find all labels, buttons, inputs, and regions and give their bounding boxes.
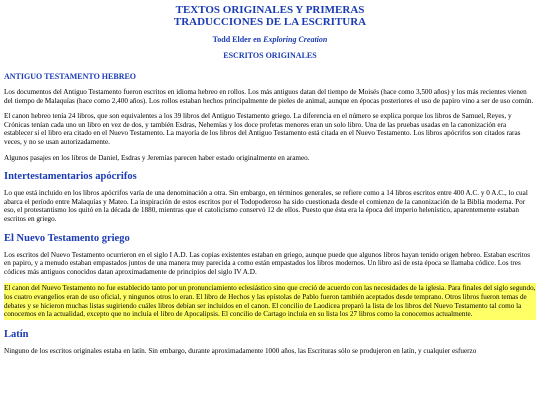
heading-greek-nt: El Nuevo Testamento griego <box>4 232 130 244</box>
document-subtitle: ESCRITOS ORIGINALES <box>223 51 317 60</box>
author-byline <box>4 35 536 45</box>
paragraph-hebrew-3: Algunos pasajes en los libros de Daniel, Esdras y Jeremías parecen haber estado originalmente en arameo. <box>4 153 310 162</box>
author-work: Exploring Creation <box>263 35 328 44</box>
heading-hebrew-ot: ANTIGUO TESTAMENTO HEBREO <box>4 72 137 81</box>
paragraph-hebrew-1: Los documentos del Antiguo Testamento fueron escritos en idioma hebreo en rollos. Los más antiguos datan del tiempo de Moisés (hace como 3,500 años) y los más recientes vienen del tiempo de Malaquías (hace como 2,400 años). Los rollos estaban hechos principalmente de pieles de animal, aunque en épocas posteriores el uso de papiro vino a ser de uso común. <box>4 88 534 105</box>
paragraph-latin-1: Ninguno de los escritos originales estaba en latín. Sin embargo, durante aproximadamente 1000 años, las Escrituras sólo se produjeron en latín, y cualquier esfuerzo <box>4 346 477 355</box>
document-header <box>4 4 536 61</box>
author-name: Todd Elder en <box>212 35 264 44</box>
title-line-2: TRADUCCIONES DE LA ESCRITURA <box>173 16 367 28</box>
title-line-1: TEXTOS ORIGINALES Y PRIMERAS <box>175 4 365 16</box>
paragraph-greek-nt-1: Los escritos del Nuevo Testamento ocurrieron en el siglo I A.D. Las copias existentes estaban en griego, aunque puede que algunos libros hayan tenido origen hebreo. Estaban escritos en papiro, y a menudo estaban empastados juntos de una manera muy parecida a como están empastados los libros modernos. Un libro así de esta época se llamaba códice. Los tres códices más antiguos conocidos datan aproximadamente de principios del siglo IV A.D. <box>4 250 531 276</box>
heading-apocrypha: Intertestamentarios apócrifos <box>4 171 137 183</box>
paragraph-hebrew-2: El canon hebreo tenía 24 libros, que son equivalentes a los 39 libros del Antiguo Testamento griego. La diferencia en el número se explica porque los libros de Samuel, Reyes, y Crónicas tenían cada uno un libro en vez de dos, y también Esdras, Nehemías y los doce profetas menores eran un solo libro. Una de las pruebas usadas en la canonización era establecer si el libro era citado en el Nuevo Testamento. La mayoría de los libros del Antiguo Testamento está citada en el Nuevo Testamento. Los libros apócrifos son citados raras veces, y no se usan autorizadamente. <box>4 112 521 146</box>
highlighted-text: El canon del Nuevo Testamento no fue establecido tanto por un pronunciamiento eclesiástico sino que creció de acuerdo con las necesidades de la iglesia. Para finales del siglo segundo, los cuatro evangelios eran de uso oficial, y ningunos otros lo eran. El libro de Hechos y las epístolas de Pablo fueron también aceptados desde temprano. Otros libros fueron temas de debates y se hicieron muchas listas sugiriendo cuáles libros debían ser incluidos en el canon. El concilio de Laodicea preparó la lista de los libros del Nuevo Testamento tal como la conocemos en la actualidad, excepto que no incluía el libro de Apocalipsis. El concilio de Cartago incluía en su lista los 27 libros como la conocemos actualmente. <box>4 284 536 319</box>
heading-latin: Latín <box>4 328 29 340</box>
paragraph-apocrypha-1: Lo que está incluido en los libros apócrifos varía de una denominación a otra. Sin embargo, en términos generales, se refiere como a 14 libros escritos entre 400 A.C. y 0 A.C., lo cual abarca el período entre Malaquías y Mateo. La inspiración de estos escritos por el Todopoderoso ha sido cuestionada desde el comienzo de la canonización de la Biblia moderna. Por eso, el protestantismo los quitó en la década de 1880, mientras que el catolicismo conservó 12 de ellos. Puesto que ésta era la época del imperio helenístico, aparentemente estaban escritos en griego. <box>4 189 528 223</box>
paragraph-greek-nt-2-highlighted <box>4 283 536 319</box>
